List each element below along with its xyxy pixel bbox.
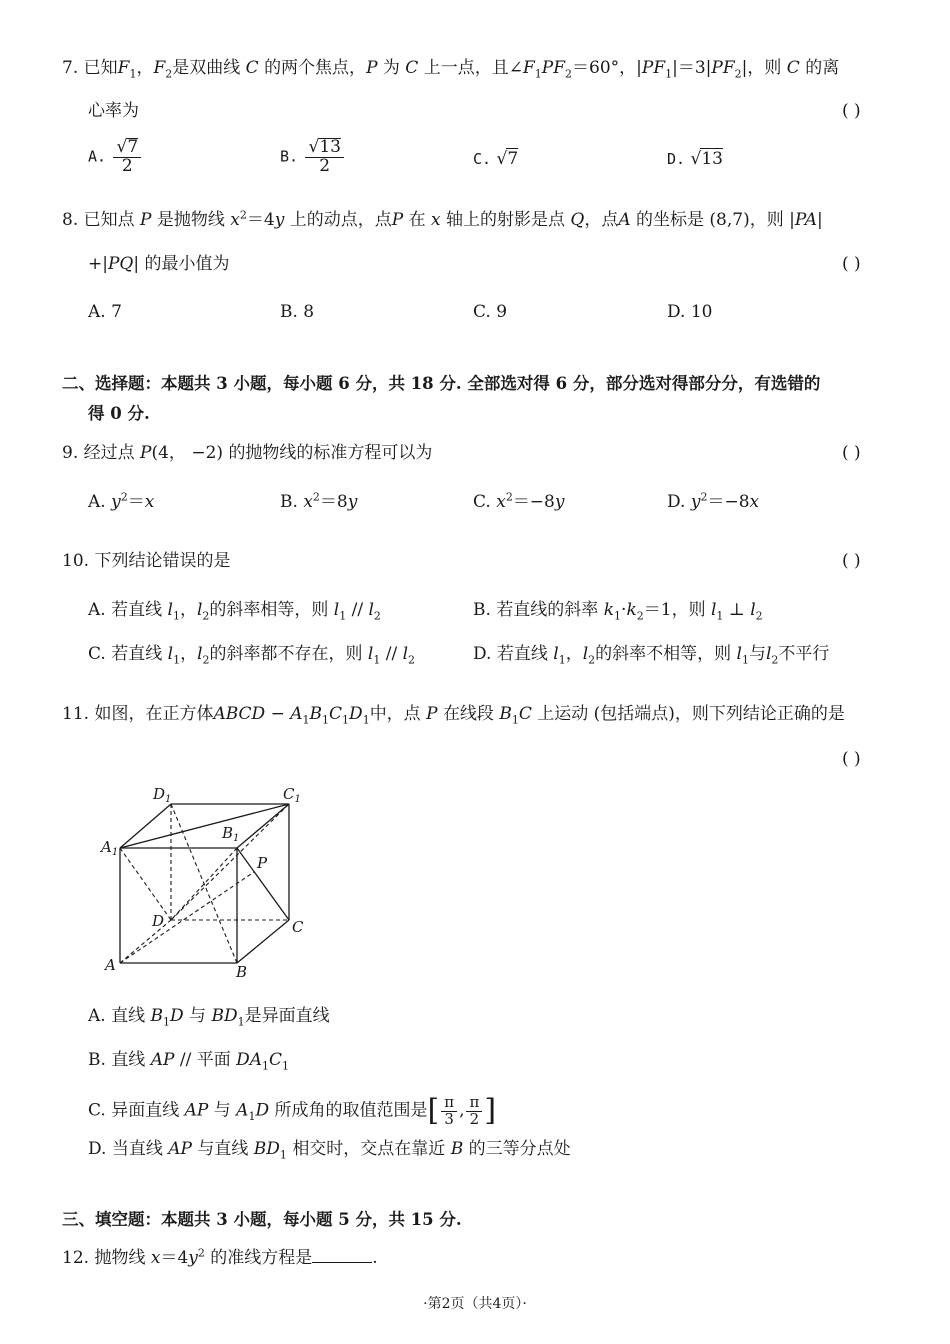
page-footer: ·第2页（共4页）· <box>423 1296 527 1312</box>
q11-option-d: D. 当直线 AP 与直线 $BD_1$ 相交时，交点在靠近 B 的三等分点处 <box>88 1139 571 1162</box>
q10-option-a: A. 若直线 $l_1$，$l_2$的斜率相等，则 $l_1 // l_2$ <box>88 600 381 623</box>
q11-cube-figure <box>95 780 315 980</box>
q8-stem-line2: +|PQ| 的最小值为 <box>88 254 230 274</box>
section3-heading: 三、填空题：本题共 3 小题，每小题 5 分，共 15 分. <box>62 1210 462 1229</box>
q12-answer-blank <box>312 1248 372 1263</box>
q7-option-d: D. √13 <box>667 149 723 169</box>
q9-answer-paren: ( ) <box>842 443 861 463</box>
section2-heading-line2: 得 0 分. <box>88 404 150 423</box>
q11-option-a: A. 直线 $B_1D$ 与 $BD_1$是异面直线 <box>88 1006 330 1029</box>
label-c1: $C_1$ <box>283 785 301 805</box>
label-a: A <box>105 956 116 974</box>
q10-option-c: C. 若直线 $l_1$，$l_2$的斜率都不存在，则 $l_1 // l_2$ <box>88 644 416 667</box>
q11-stem: 11. 如图，在正方体ABCD − $A_1B_1C_1D_1$中，点 P 在线段 $B_1C$ 上运动 (包括端点)，则下列结论正确的是 <box>62 704 845 727</box>
q10-stem: 10. 下列结论错误的是 <box>62 551 231 571</box>
q10-answer-paren: ( ) <box>842 551 861 571</box>
q11-option-b: B. 直线 AP // 平面 $DA_1C_1$ <box>88 1050 290 1073</box>
q9-option-d: D. $y^2=-8x$ <box>667 490 760 512</box>
q8-option-b: B. 8 <box>280 302 315 322</box>
q7-option-c: C. √7 <box>473 149 519 169</box>
q7-stem-line1: 7. 已知$F_1$，$F_2$是双曲线 C 的两个焦点，P 为 C 上一点，且$\angle F_1PF_2=60^\circ$，$|PF_1|=3|PF_2|$，则 C 的离 <box>62 58 840 81</box>
q11-option-c: C. 异面直线 AP 与 $A_1D$ 所成角的取值范围是[ $\frac{\pi}{3}$ , $\frac{\pi}{2}$ ] <box>88 1092 497 1128</box>
q8-stem-line1: 8. 已知点 P 是抛物线 $x^2=4y$ 上的动点，点P 在 x 轴上的射影是点 Q，点A 的坐标是 (8,7)，则 |PA| <box>62 208 823 230</box>
q10-option-d: D. 若直线 $l_1$，$l_2$的斜率不相等，则 $l_1$与$l_2$不平行 <box>473 644 830 667</box>
q8-option-c: C. 9 <box>473 302 508 322</box>
q9-option-a: A. $y^2=x$ <box>88 490 155 512</box>
q7-stem-line2: 心率为 <box>88 101 139 121</box>
label-d1: $D_1$ <box>153 785 172 805</box>
q7-option-b: B. $\frac{√13}{2}$ <box>280 138 346 176</box>
q9-stem: 9. 经过点 P(4， −2) 的抛物线的标准方程可以为 <box>62 443 433 463</box>
q11-answer-paren: ( ) <box>842 749 861 769</box>
q9-option-b: B. $x^2=8y$ <box>280 490 358 512</box>
label-a1: $A_1$ <box>101 838 119 858</box>
q9-option-c: C. $x^2=-8y$ <box>473 490 565 512</box>
q8-answer-paren: ( ) <box>842 254 861 274</box>
label-p: P <box>257 854 268 872</box>
label-b: B <box>236 963 248 980</box>
q12-stem: 12. 抛物线 $x=4y^2$ 的准线方程是 . <box>62 1246 378 1268</box>
q7-option-a: A. $\frac{√7}{2}$ <box>88 138 143 176</box>
label-d: D <box>152 912 165 930</box>
q8-option-d: D. 10 <box>667 302 713 322</box>
q7-answer-paren: ( ) <box>842 101 861 121</box>
q8-option-a: A. 7 <box>88 302 122 322</box>
q10-option-b: B. 若直线的斜率 $k_1\cdot k_2=1$，则 $l_1$ ⊥ $l_2$ <box>473 600 763 623</box>
section2-heading-line1: 二、选择题：本题共 3 小题，每小题 6 分，共 18 分. 全部选对得 6 分，部分选对得部分分，有选错的 <box>62 374 821 393</box>
label-b1: $B_1$ <box>222 824 240 844</box>
label-c: C <box>292 918 304 936</box>
